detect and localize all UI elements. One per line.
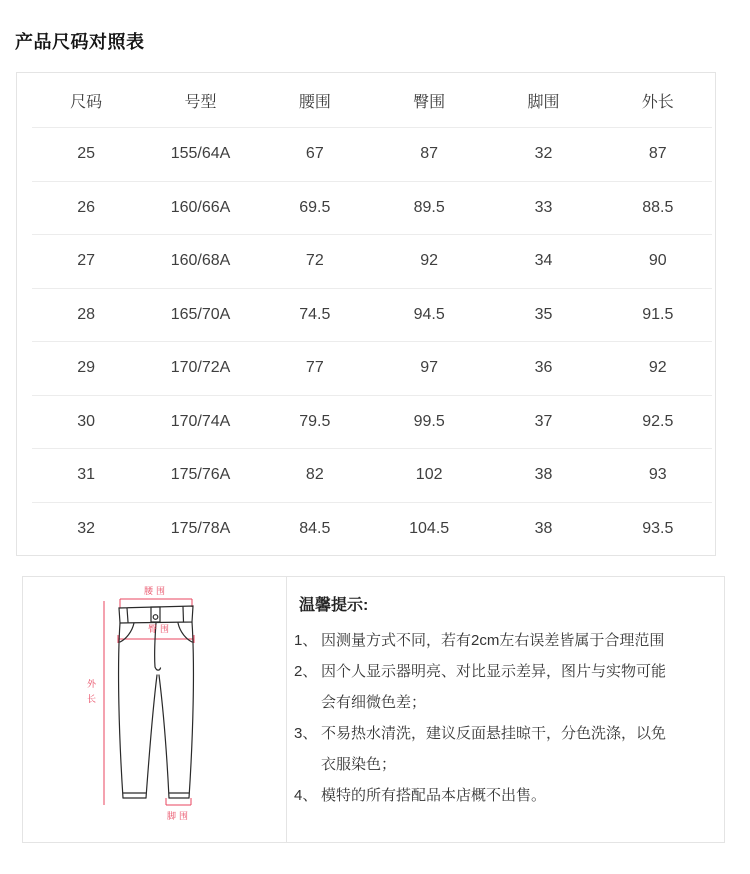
tips-title: 温馨提示: <box>299 597 369 614</box>
table-cell: 33 <box>534 198 553 216</box>
table-cell: 165/70A <box>170 305 231 323</box>
table-cell: 32 <box>77 519 96 537</box>
table-cell: 87 <box>648 145 667 163</box>
table-row <box>17 396 715 449</box>
table-row <box>17 342 715 395</box>
tip-text: 模特的所有搭配品本店概不出售。 <box>321 787 547 804</box>
tip-text: 因测量方式不同，若有2cm左右误差皆属于合理范围 <box>321 632 665 649</box>
column-header: 臀围 <box>413 93 446 111</box>
table-cell: 69.5 <box>299 198 331 216</box>
table-cell: 104.5 <box>409 519 450 537</box>
tips-list <box>294 625 712 811</box>
table-cell: 88.5 <box>642 198 674 216</box>
table-cell: 74.5 <box>299 305 331 323</box>
column-header: 尺码 <box>70 93 103 111</box>
table-cell: 36 <box>534 359 553 377</box>
table-cell: 155/64A <box>170 145 231 163</box>
table-cell: 89.5 <box>413 198 445 216</box>
table-cell: 91.5 <box>642 305 674 323</box>
table-row <box>17 449 715 502</box>
outer-length-label: 外长 <box>86 679 100 704</box>
table-cell: 92.5 <box>642 412 674 430</box>
table-row <box>17 128 715 181</box>
column-header: 脚围 <box>527 93 560 111</box>
table-cell: 84.5 <box>299 519 331 537</box>
table-row <box>17 182 715 235</box>
tip-marker: 4、 <box>294 787 318 804</box>
table-row <box>17 289 715 342</box>
size-table-header-row <box>17 73 715 127</box>
right-outer-seam <box>189 622 193 798</box>
size-table-body <box>17 127 715 555</box>
column-header: 号型 <box>184 93 217 111</box>
tip-item <box>294 625 712 656</box>
table-cell: 25 <box>77 145 96 163</box>
waist-label: 腰围 <box>143 586 169 596</box>
table-cell: 35 <box>534 305 553 323</box>
table-cell: 77 <box>305 359 324 377</box>
column-header: 外长 <box>641 93 674 111</box>
page-title: 产品尺码对照表 <box>15 32 145 52</box>
right-hem <box>169 793 189 798</box>
tip-marker: 3、 <box>294 725 318 742</box>
table-cell: 26 <box>77 198 96 216</box>
table-cell: 160/66A <box>170 198 231 216</box>
table-cell: 93.5 <box>642 519 674 537</box>
table-cell: 175/76A <box>170 466 231 484</box>
table-cell: 67 <box>305 145 324 163</box>
tip-item <box>294 718 712 780</box>
table-cell: 92 <box>648 359 667 377</box>
table-cell: 31 <box>77 466 96 484</box>
pants-outline <box>119 606 194 798</box>
button <box>153 615 158 620</box>
pants-measurement-diagram <box>23 577 286 842</box>
size-table <box>16 72 716 556</box>
hip-dimension-line <box>118 635 194 643</box>
table-cell: 93 <box>648 466 667 484</box>
table-cell: 94.5 <box>413 305 445 323</box>
table-row <box>17 235 715 288</box>
table-cell: 37 <box>534 412 553 430</box>
table-cell: 27 <box>77 252 96 270</box>
table-cell: 99.5 <box>413 412 445 430</box>
product-size-page <box>0 31 750 874</box>
table-cell: 90 <box>648 252 667 270</box>
measurement-info-box <box>22 576 725 843</box>
right-inner-seam <box>159 675 169 798</box>
left-inner-seam <box>146 675 157 798</box>
table-cell: 30 <box>77 412 96 430</box>
table-cell: 97 <box>420 359 439 377</box>
table-cell: 102 <box>415 466 443 484</box>
tip-text: 不易热水清洗，建议反面悬挂晾干，分色洗涤，以免衣服染色； <box>321 725 667 773</box>
tip-item <box>294 656 712 718</box>
table-cell: 160/68A <box>170 252 231 270</box>
table-cell: 82 <box>305 466 324 484</box>
table-cell: 34 <box>534 252 553 270</box>
table-cell: 87 <box>420 145 439 163</box>
hip-label: 臀围 <box>147 624 173 634</box>
left-hem <box>123 793 146 798</box>
leg-opening-label: 脚围 <box>166 811 192 821</box>
tip-text: 因个人显示器明亮、对比显示差异，图片与实物可能会有细微色差； <box>321 663 667 711</box>
table-row <box>17 503 715 556</box>
table-cell: 170/72A <box>170 359 231 377</box>
table-cell: 170/74A <box>170 412 231 430</box>
table-cell: 92 <box>420 252 439 270</box>
table-cell: 38 <box>534 466 553 484</box>
column-header: 腰围 <box>298 93 331 111</box>
leg-opening-dimension-line <box>166 798 191 805</box>
dimension-labels <box>87 586 191 821</box>
tip-marker: 2、 <box>294 663 318 680</box>
table-cell: 175/78A <box>170 519 231 537</box>
table-cell: 28 <box>77 305 96 323</box>
left-outer-seam <box>119 623 123 798</box>
tip-marker: 1、 <box>294 632 318 649</box>
tip-item <box>294 780 712 811</box>
tips-panel <box>287 577 724 842</box>
table-cell: 29 <box>77 359 96 377</box>
pants-diagram-svg <box>23 577 286 842</box>
table-cell: 79.5 <box>299 412 331 430</box>
table-cell: 38 <box>534 519 553 537</box>
table-cell: 32 <box>534 145 553 163</box>
table-cell: 72 <box>305 252 324 270</box>
